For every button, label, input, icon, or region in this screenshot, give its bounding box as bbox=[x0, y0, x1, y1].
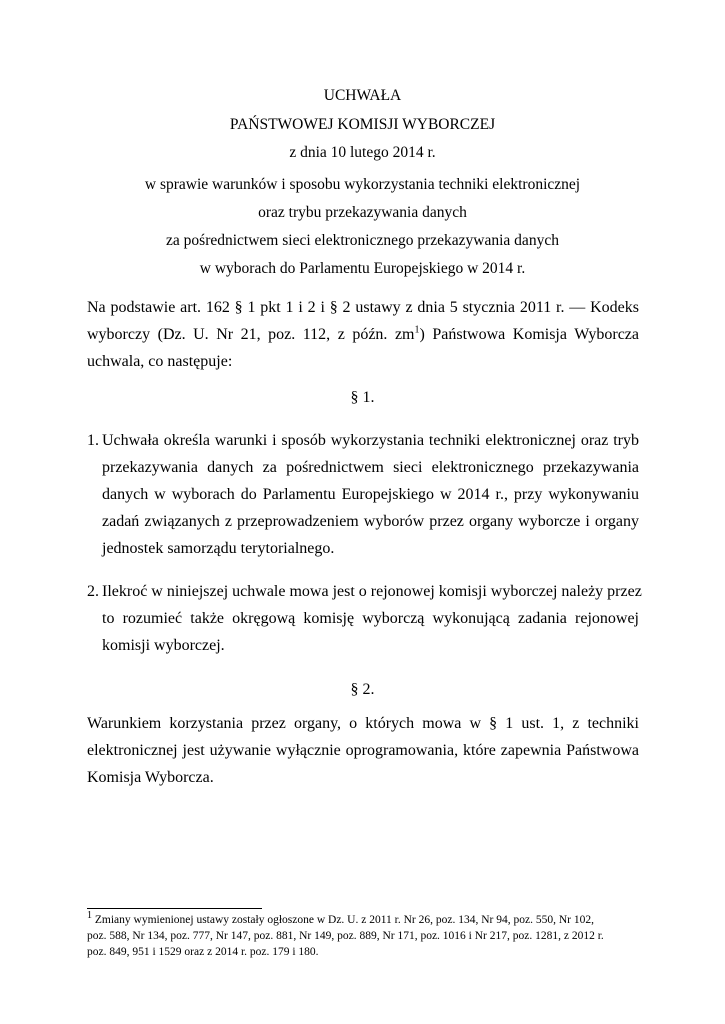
preamble-line-2-text-cont: ) Państwowa Komisja Wyborcza bbox=[419, 326, 639, 343]
section-2-heading: § 2. bbox=[350, 681, 375, 698]
section-2-line-2: elektronicznej jest używanie wyłącznie oprogramowania, które zapewnia Państwowa bbox=[87, 742, 639, 759]
document-issuer: PAŃSTWOWEJ KOMISJI WYBORCZEJ bbox=[229, 116, 496, 133]
footnote-marker: 1 bbox=[87, 910, 92, 922]
footnote-line-1 bbox=[87, 912, 639, 928]
section-2-text bbox=[87, 710, 639, 791]
item-1-line-2: przekazywania danych za pośrednictwem sieci elektronicznego przekazywania bbox=[102, 459, 639, 476]
document-date: z dnia 10 lutego 2014 r. bbox=[289, 144, 436, 161]
item-1-line-1: Uchwała określa warunki i sposób wykorzystania techniki elektronicznej oraz tryb bbox=[102, 432, 639, 449]
subject-line-2: oraz trybu przekazywania danych bbox=[258, 204, 467, 221]
section-2-line-1: Warunkiem korzystania przez organy, o których mowa w § 1 ust. 1, z techniki bbox=[87, 715, 639, 732]
preamble-line-2-text: wyborczy (Dz. U. Nr 21, poz. 112, z późn. zm bbox=[87, 326, 415, 343]
subject-line-3: za pośrednictwem sieci elektronicznego przekazywania danych bbox=[166, 232, 559, 249]
item-1-line-5: jednostek samorządu terytorialnego. bbox=[102, 540, 335, 557]
item-number: 2. bbox=[87, 583, 99, 600]
footnote-line-2: poz. 588, Nr 134, poz. 777, Nr 147, poz. 881, Nr 149, poz. 889, Nr 171, poz. 1016 i Nr 217, poz. 1281, z 2012 r. bbox=[87, 930, 604, 942]
footnote bbox=[87, 912, 639, 960]
preamble-line-2 bbox=[87, 321, 639, 348]
subject-line-4: w wyborach do Parlamentu Europejskiego w 2014 r. bbox=[199, 260, 526, 277]
footnote-line-3: poz. 849, 951 i 1529 oraz z 2014 r. poz. 179 i 180. bbox=[87, 946, 319, 958]
section-1-item-1 bbox=[87, 427, 639, 562]
subject-line-1: w sprawie warunków i sposobu wykorzystania techniki elektronicznej bbox=[144, 176, 581, 193]
item-1-line-3: danych w wyborach do Parlamentu Europejskiego w 2014 r., przy wykonywaniu bbox=[102, 486, 639, 503]
footnote-ref: 1 bbox=[414, 324, 420, 336]
footnote-separator bbox=[87, 908, 262, 909]
item-2-line-3: komisji wyborczej. bbox=[102, 637, 225, 654]
document-title: UCHWAŁA bbox=[323, 87, 402, 104]
item-1-line-4: zadań związanych z przeprowadzeniem wyborów przez organy wyborcze i organy bbox=[102, 513, 639, 530]
section-2-line-3: Komisja Wyborcza. bbox=[87, 769, 214, 786]
preamble-line-3: uchwala, co następuje: bbox=[87, 353, 233, 370]
preamble-line-1: Na podstawie art. 162 § 1 pkt 1 i 2 i § 2 ustawy z dnia 5 stycznia 2011 r. — Kodeks bbox=[87, 299, 639, 316]
item-number: 1. bbox=[87, 432, 99, 449]
item-2-line-1: Ilekroć w niniejszej uchwale mowa jest o rejonowej komisji wyborczej należy przez bbox=[102, 583, 642, 600]
preamble bbox=[87, 294, 639, 375]
section-1-item-2 bbox=[87, 578, 642, 659]
footnote-line-1-text: Zmiany wymienionej ustawy zostały ogłoszone w Dz. U. z 2011 r. Nr 26, poz. 134, Nr 94, poz. 550, Nr 102, bbox=[94, 914, 594, 926]
item-2-line-2: to rozumieć także okręgową komisję wyborczą wykonującą zadania rejonowej bbox=[102, 610, 639, 627]
section-1-heading: § 1. bbox=[350, 389, 375, 406]
